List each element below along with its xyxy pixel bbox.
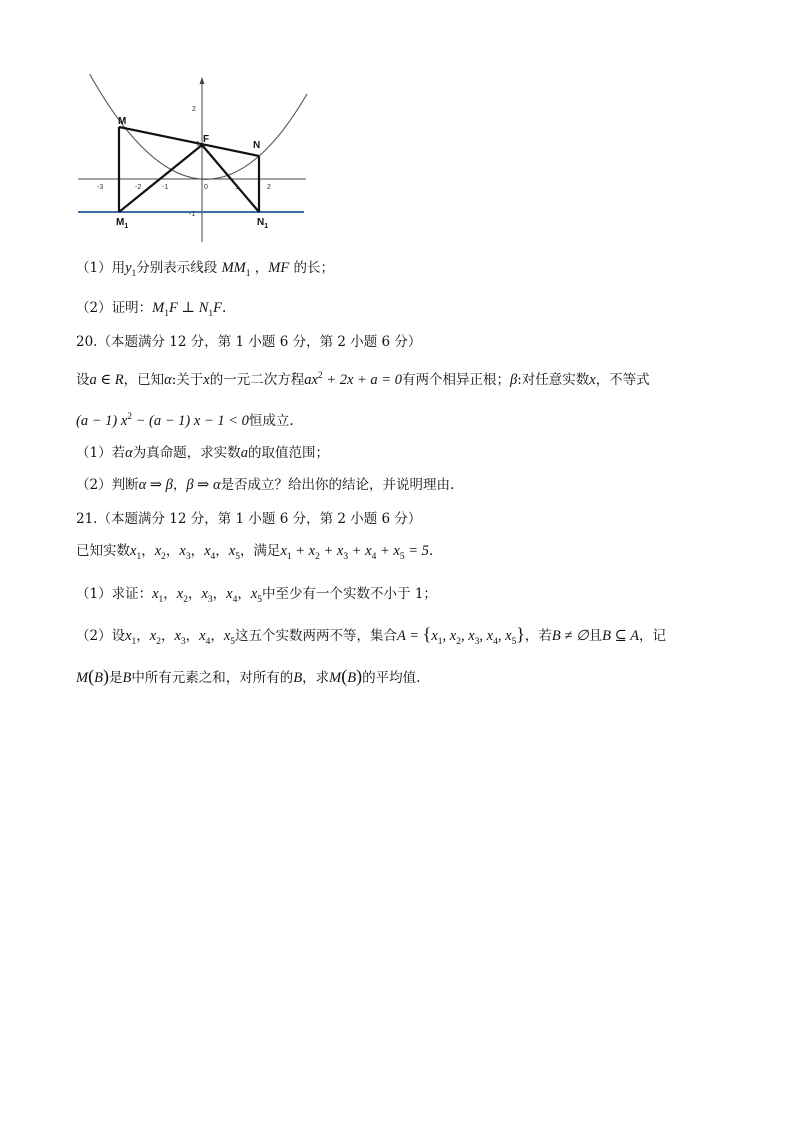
q19-part1 <box>76 258 334 284</box>
x-tick-label: 1 <box>235 184 239 191</box>
text: 分别表示线段 <box>136 260 218 276</box>
point-label-N: N <box>253 140 261 151</box>
var-y1: $y_1$ <box>125 260 137 279</box>
text: （1）用 <box>76 260 126 276</box>
y-tick-label: 1 <box>196 141 200 148</box>
q21-header: 21.（本题满分 12 分，第 1 小题 6 分，第 2 小题 6 分） <box>76 511 422 527</box>
q21-part2-line2: M(B)是B中所有元素之和，对所有的B，求M(B)的平均值. <box>76 666 421 686</box>
segment-MN <box>119 127 259 156</box>
perp-expression: $M_1F$ ⊥ $N_1F$ <box>152 300 222 319</box>
q20-line2: (a − 1) $x^2 - (a - 1) x - 1 < 0$恒成立. <box>76 412 294 429</box>
text: ， <box>254 260 269 276</box>
point-label-M1: $M_1$ <box>116 217 129 230</box>
x-tick-label: -2 <box>135 184 142 191</box>
segment-mf: MF <box>268 260 290 276</box>
point-label-F: F <box>203 134 210 145</box>
x-tick-label: 2 <box>267 184 271 191</box>
q20-part2: （2）判断α ⇒ β，β ⇒ α是否成立？给出你的结论，并说明理由. <box>76 477 455 493</box>
text: 的长； <box>293 260 335 276</box>
segment-mm1: $MM_1$ <box>221 260 251 279</box>
point-label-M: M <box>118 116 127 127</box>
q20-part1: （1）若α为真命题，求实数a的取值范围； <box>76 445 329 461</box>
x-tick-label: -1 <box>162 184 169 191</box>
q21-part2-line1: （2）设$x_1$，$x_2$，$x_3$，$x_4$，$x_5$这五个实数两两不等，集合$A = \{x_1$, $x_2$, $x_3$, $x_4$, $x_5$}，若B ≠ ∅且B ⊆ A，记 <box>76 624 666 647</box>
q20-line1: 设a ∈ R，已知α:关于x的一元二次方程$ax^2 + 2x + a = 0$有两个相异正根；β:对任意实数x，不等式 <box>76 371 650 388</box>
q21-part1: （1）求证：$x_1$，$x_2$，$x_3$，$x_4$，$x_5$中至少有一个实数不小于 1； <box>76 586 437 605</box>
q19-part2: （2）证明：$M_1F$ ⊥ $N_1F$. <box>76 300 227 319</box>
x-tick-label: 0 <box>204 184 208 191</box>
y-tick-label: -1 <box>189 211 196 218</box>
q21-line1: 已知实数$x_1$，$x_2$，$x_3$，$x_4$，$x_5$，满足$x_1 + x_2 + x_3 + x_4 + x_5 = 5$. <box>76 543 434 562</box>
q20-header: 20.（本题满分 12 分，第 1 小题 6 分，第 2 小题 6 分） <box>76 334 422 350</box>
y-tick-label: 2 <box>192 106 196 113</box>
point-label-N1: $N_1$ <box>257 217 269 230</box>
y-axis-arrow <box>200 77 205 84</box>
parabola-figure <box>76 74 308 244</box>
x-tick-label: -3 <box>97 184 104 191</box>
text: （2）证明： <box>76 300 153 316</box>
